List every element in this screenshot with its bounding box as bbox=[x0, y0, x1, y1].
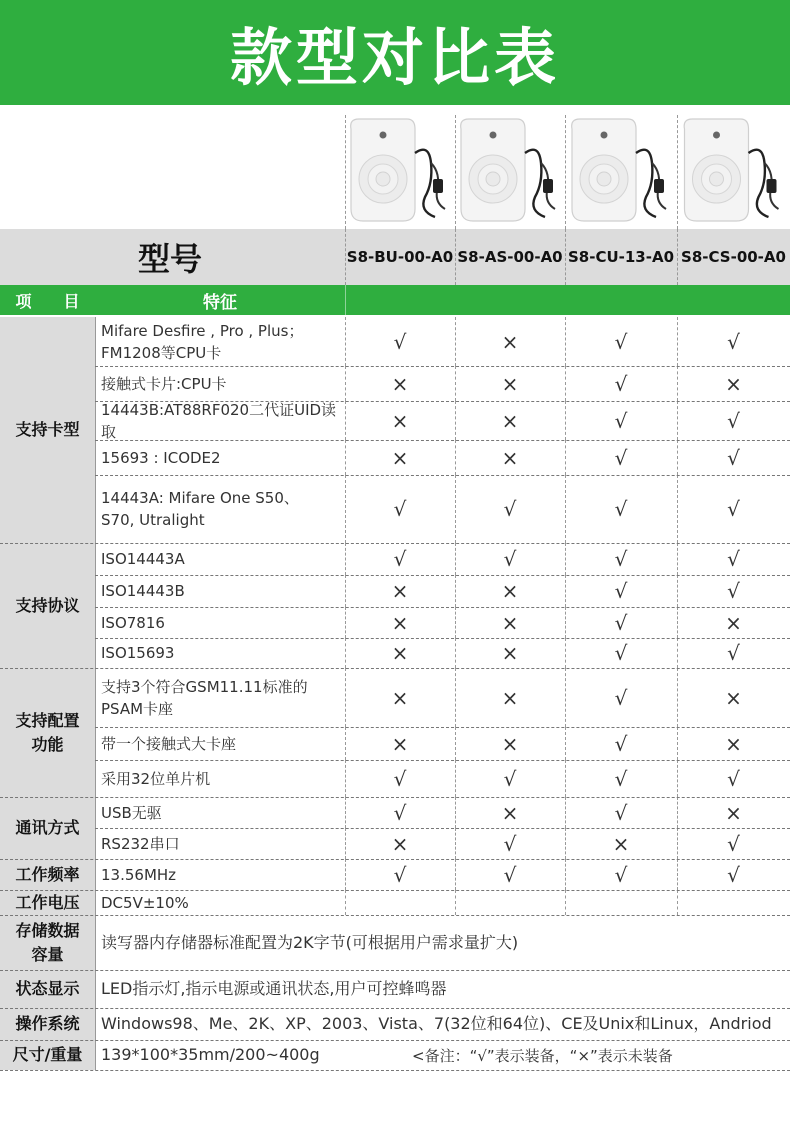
column-divider bbox=[565, 229, 566, 285]
column-divider bbox=[95, 543, 96, 575]
legend-note: <备注：“√”表示装备，“×”表示未装备 bbox=[412, 1046, 673, 1065]
column-divider bbox=[677, 828, 678, 859]
feature-label: USB无驱 bbox=[101, 803, 162, 822]
column-divider bbox=[345, 317, 346, 366]
column-divider bbox=[677, 475, 678, 543]
cross-mark: × bbox=[612, 831, 630, 856]
column-divider bbox=[565, 828, 566, 859]
column-divider bbox=[95, 727, 96, 760]
row-divider bbox=[95, 638, 790, 639]
cross-mark: × bbox=[391, 731, 409, 756]
category-label: 工作电压 bbox=[15, 892, 80, 912]
category-label: 支持卡型 bbox=[15, 420, 80, 439]
column-divider bbox=[95, 1040, 96, 1070]
column-divider bbox=[677, 668, 678, 727]
column-divider bbox=[565, 317, 566, 366]
feature-label: Mifare Desfire , Pro , Plus； FM1208等CPU卡 bbox=[101, 321, 304, 362]
cross-mark: × bbox=[501, 445, 519, 470]
column-divider bbox=[455, 797, 456, 828]
column-divider bbox=[677, 229, 678, 285]
column-divider bbox=[345, 440, 346, 475]
check-mark: √ bbox=[614, 547, 628, 571]
column-divider bbox=[345, 401, 346, 440]
column-divider bbox=[455, 575, 456, 607]
column-divider bbox=[565, 638, 566, 668]
column-divider bbox=[565, 859, 566, 890]
category-label: 支持协议 bbox=[15, 595, 80, 615]
column-header-item: 项 目 bbox=[15, 291, 80, 311]
column-divider bbox=[677, 859, 678, 890]
feature-label: ISO7816 bbox=[101, 613, 165, 632]
check-mark: √ bbox=[727, 408, 740, 433]
check-mark: √ bbox=[614, 685, 628, 710]
cross-mark: × bbox=[501, 641, 519, 665]
column-divider bbox=[345, 828, 346, 859]
row-divider bbox=[95, 401, 790, 402]
check-mark: √ bbox=[727, 497, 740, 521]
row-divider bbox=[95, 366, 790, 367]
category-label: 操作系统 bbox=[15, 1014, 80, 1033]
column-divider bbox=[565, 668, 566, 727]
column-divider bbox=[95, 575, 96, 607]
row-divider bbox=[95, 760, 790, 761]
column-divider bbox=[455, 401, 456, 440]
column-header-feature: 特征 bbox=[203, 292, 237, 313]
check-mark: √ bbox=[614, 408, 628, 433]
empty-mark bbox=[565, 890, 677, 915]
column-divider bbox=[455, 229, 456, 285]
spec-value: LED指示灯,指示电源或通讯状态,用户可控蜂鸣器 bbox=[101, 979, 447, 998]
cross-mark: × bbox=[501, 610, 519, 635]
row-divider bbox=[0, 668, 790, 669]
column-divider bbox=[345, 366, 346, 401]
cross-mark: × bbox=[391, 579, 409, 603]
column-divider bbox=[345, 285, 346, 315]
column-divider bbox=[455, 440, 456, 475]
row-divider bbox=[0, 915, 790, 916]
cross-mark: × bbox=[725, 371, 742, 396]
cross-mark: × bbox=[391, 610, 409, 635]
cross-mark: × bbox=[501, 408, 519, 433]
column-divider bbox=[95, 401, 96, 440]
column-divider bbox=[95, 475, 96, 543]
check-mark: √ bbox=[503, 831, 517, 856]
column-divider bbox=[345, 668, 346, 727]
model-name: S8-AS-00-A0 bbox=[457, 248, 563, 266]
feature-label: 14443A: Mifare One S50、 S70, Utralight bbox=[101, 489, 299, 529]
column-divider bbox=[455, 859, 456, 890]
row-divider bbox=[95, 475, 790, 476]
column-divider bbox=[345, 890, 346, 915]
cross-mark: × bbox=[391, 685, 409, 710]
check-mark: √ bbox=[727, 641, 740, 665]
empty-mark bbox=[677, 890, 790, 915]
row-divider bbox=[95, 440, 790, 441]
row-divider bbox=[0, 543, 790, 544]
empty-mark bbox=[345, 890, 455, 915]
column-divider bbox=[345, 543, 346, 575]
check-mark: √ bbox=[614, 862, 628, 887]
check-mark: √ bbox=[393, 497, 407, 521]
column-divider bbox=[345, 229, 346, 285]
column-divider bbox=[677, 727, 678, 760]
cross-mark: × bbox=[391, 408, 409, 433]
category-label: 工作频率 bbox=[15, 864, 80, 884]
column-divider bbox=[677, 890, 678, 915]
title-banner bbox=[0, 0, 790, 105]
feature-label: ISO14443A bbox=[101, 550, 185, 568]
column-divider bbox=[565, 797, 566, 828]
column-divider bbox=[95, 440, 96, 475]
column-divider bbox=[95, 760, 96, 797]
row-divider bbox=[0, 859, 790, 860]
column-divider bbox=[345, 575, 346, 607]
check-mark: √ bbox=[503, 862, 517, 887]
column-divider bbox=[455, 607, 456, 638]
column-divider bbox=[677, 317, 678, 366]
category-label: 状态显示 bbox=[15, 979, 80, 998]
feature-label: 13.56MHz bbox=[101, 865, 177, 884]
feature-label: 采用32位单片机 bbox=[101, 769, 211, 788]
check-mark: √ bbox=[614, 641, 628, 665]
feature-label: ISO14443B bbox=[101, 582, 185, 600]
column-divider bbox=[565, 475, 566, 543]
check-mark: √ bbox=[727, 329, 740, 354]
column-divider bbox=[345, 859, 346, 890]
column-divider bbox=[95, 915, 96, 970]
check-mark: √ bbox=[614, 800, 628, 825]
column-divider bbox=[677, 543, 678, 575]
column-header-row bbox=[0, 285, 790, 315]
check-mark: √ bbox=[614, 371, 628, 396]
card-reader-device-icon bbox=[345, 113, 455, 225]
check-mark: √ bbox=[727, 862, 740, 887]
check-mark: √ bbox=[393, 329, 407, 354]
column-divider bbox=[565, 575, 566, 607]
check-mark: √ bbox=[727, 547, 740, 571]
column-divider bbox=[455, 317, 456, 366]
row-divider bbox=[95, 575, 790, 576]
cross-mark: × bbox=[725, 731, 742, 756]
row-divider bbox=[0, 1040, 790, 1041]
check-mark: √ bbox=[503, 766, 517, 791]
check-mark: √ bbox=[614, 766, 628, 791]
column-divider bbox=[345, 475, 346, 543]
check-mark: √ bbox=[614, 329, 628, 354]
card-reader-device-icon bbox=[677, 113, 790, 225]
column-divider bbox=[95, 1008, 96, 1040]
spec-value: 139*100*35mm/200~400g bbox=[101, 1045, 320, 1064]
check-mark: √ bbox=[727, 445, 740, 470]
model-header-label: 型号 bbox=[137, 240, 202, 278]
check-mark: √ bbox=[614, 731, 628, 756]
column-divider bbox=[565, 607, 566, 638]
check-mark: √ bbox=[614, 445, 628, 470]
feature-label: RS232串口 bbox=[101, 834, 180, 853]
feature-label: 支持3个符合GSM11.11标准的 PSAM卡座 bbox=[101, 677, 308, 718]
empty-mark bbox=[455, 890, 565, 915]
column-divider bbox=[677, 638, 678, 668]
check-mark: √ bbox=[503, 497, 517, 521]
column-divider bbox=[455, 828, 456, 859]
product-images-row bbox=[0, 105, 790, 229]
column-divider bbox=[677, 440, 678, 475]
column-divider bbox=[455, 668, 456, 727]
feature-label: 接触式卡片:CPU卡 bbox=[101, 374, 227, 393]
spec-value: Windows98、Me、2K、XP、2003、Vista、7(32位和64位)、CE及Unix和Linux，Andriod bbox=[101, 1014, 772, 1033]
column-divider bbox=[345, 797, 346, 828]
row-divider bbox=[95, 727, 790, 728]
row-divider bbox=[0, 1008, 790, 1009]
column-divider bbox=[565, 890, 566, 915]
row-divider bbox=[95, 828, 790, 829]
check-mark: √ bbox=[614, 497, 628, 521]
category-label: 通讯方式 bbox=[15, 818, 80, 837]
column-divider bbox=[565, 366, 566, 401]
card-reader-device-icon bbox=[455, 113, 565, 225]
page-title: 款型对比表 bbox=[229, 21, 560, 94]
category-label: 尺寸/重量 bbox=[12, 1045, 83, 1064]
model-name: S8-BU-00-A0 bbox=[346, 248, 454, 266]
check-mark: √ bbox=[393, 766, 407, 791]
column-divider bbox=[95, 638, 96, 668]
column-divider bbox=[95, 366, 96, 401]
cross-mark: × bbox=[391, 831, 409, 856]
feature-label: 带一个接触式大卡座 bbox=[101, 734, 237, 753]
cross-mark: × bbox=[501, 579, 519, 603]
cross-mark: × bbox=[501, 731, 519, 756]
cross-mark: × bbox=[501, 685, 519, 710]
column-divider bbox=[95, 890, 96, 915]
column-divider bbox=[345, 760, 346, 797]
column-divider bbox=[565, 543, 566, 575]
column-divider bbox=[345, 607, 346, 638]
column-divider bbox=[455, 638, 456, 668]
cross-mark: × bbox=[501, 800, 519, 825]
column-divider bbox=[455, 366, 456, 401]
column-divider bbox=[677, 607, 678, 638]
column-divider bbox=[677, 401, 678, 440]
category-label: 存储数据 容量 bbox=[15, 920, 80, 964]
row-divider bbox=[95, 607, 790, 608]
column-divider bbox=[455, 475, 456, 543]
cross-mark: × bbox=[725, 610, 742, 635]
row-divider bbox=[0, 1070, 790, 1071]
check-mark: √ bbox=[614, 579, 628, 603]
cross-mark: × bbox=[725, 800, 742, 825]
spec-value: 读写器内存储器标准配置为2K字节(可根据用户需求量扩大) bbox=[101, 932, 519, 952]
check-mark: √ bbox=[393, 547, 407, 571]
column-divider bbox=[95, 317, 96, 366]
column-divider bbox=[95, 607, 96, 638]
column-divider bbox=[95, 797, 96, 828]
check-mark: √ bbox=[727, 579, 740, 603]
check-mark: √ bbox=[727, 831, 740, 856]
feature-label: DC5V±10% bbox=[101, 893, 189, 912]
check-mark: √ bbox=[393, 862, 407, 887]
cross-mark: × bbox=[501, 371, 519, 396]
column-divider bbox=[455, 727, 456, 760]
card-reader-device-icon bbox=[565, 113, 677, 225]
row-divider bbox=[0, 970, 790, 971]
row-divider bbox=[0, 890, 790, 891]
column-divider bbox=[95, 859, 96, 890]
column-divider bbox=[345, 638, 346, 668]
column-divider bbox=[95, 828, 96, 859]
column-divider bbox=[565, 727, 566, 760]
column-divider bbox=[455, 760, 456, 797]
check-mark: √ bbox=[614, 610, 628, 635]
model-name: S8-CS-00-A0 bbox=[681, 248, 786, 266]
column-divider bbox=[565, 401, 566, 440]
feature-label: 14443B:AT88RF020二代证UID读取 bbox=[101, 400, 337, 441]
feature-label: ISO15693 bbox=[101, 644, 175, 662]
check-mark: √ bbox=[727, 766, 740, 791]
model-header-row bbox=[0, 229, 790, 285]
column-divider bbox=[565, 440, 566, 475]
cross-mark: × bbox=[391, 445, 409, 470]
column-divider bbox=[455, 543, 456, 575]
column-divider bbox=[565, 760, 566, 797]
feature-label: 15693 : ICODE2 bbox=[101, 448, 221, 467]
check-mark: √ bbox=[393, 800, 407, 825]
category-label: 支持配置 功能 bbox=[15, 710, 80, 754]
cross-mark: × bbox=[725, 685, 742, 710]
column-divider bbox=[677, 797, 678, 828]
check-mark: √ bbox=[503, 547, 517, 571]
row-divider bbox=[0, 797, 790, 798]
cross-mark: × bbox=[391, 371, 409, 396]
column-divider bbox=[95, 970, 96, 1008]
column-divider bbox=[455, 890, 456, 915]
column-divider bbox=[345, 727, 346, 760]
column-divider bbox=[677, 760, 678, 797]
column-divider bbox=[95, 668, 96, 727]
cross-mark: × bbox=[501, 329, 519, 354]
column-divider bbox=[677, 366, 678, 401]
cross-mark: × bbox=[391, 641, 409, 665]
model-name: S8-CU-13-A0 bbox=[567, 248, 675, 266]
column-divider bbox=[677, 575, 678, 607]
